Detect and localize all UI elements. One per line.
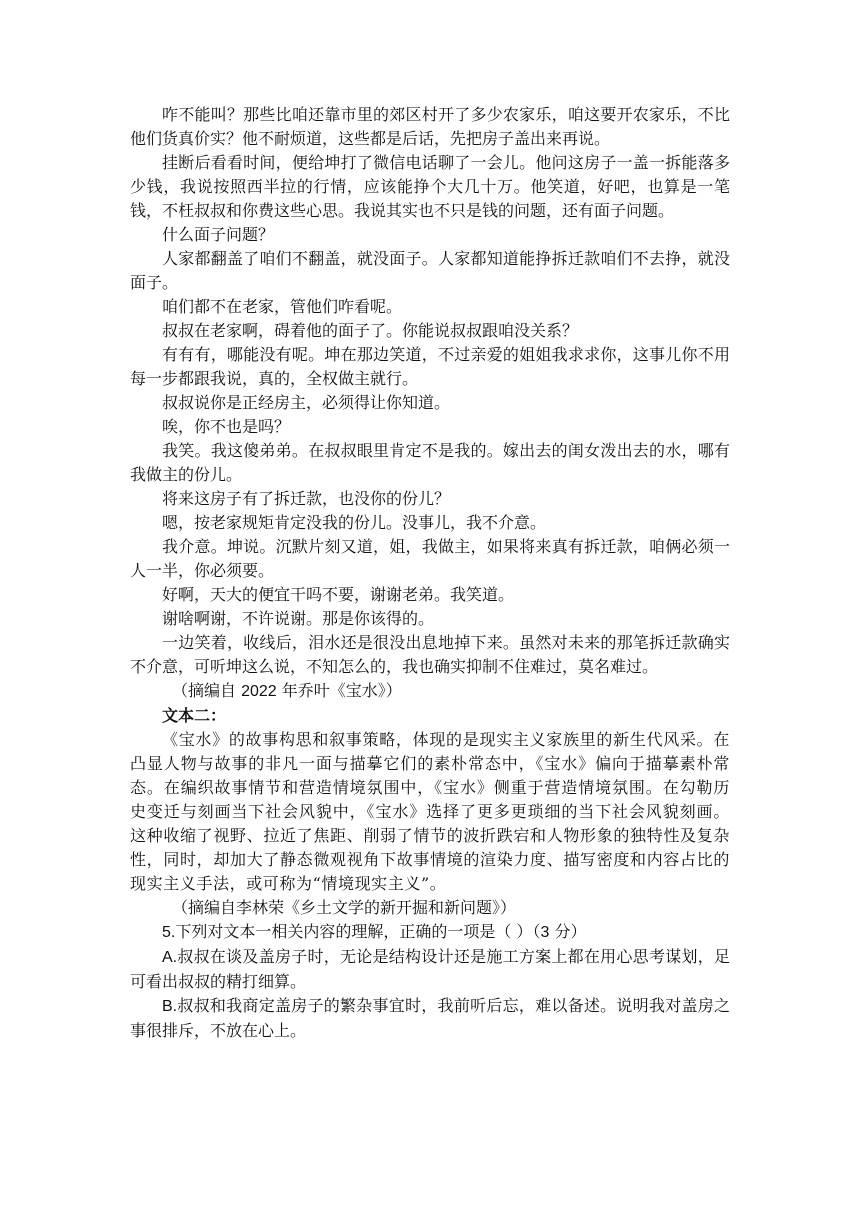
option-letter: A. (162, 949, 178, 966)
source-year: 2022 (241, 683, 277, 700)
option-b[interactable] (130, 994, 730, 1043)
question-text: 下列对文本一相关内容的理解，正确的一项是（ ） (175, 922, 533, 941)
text2-body: 《宝水》的故事构思和叙事策略，体现的是现实主义家族里的新生代风采。在凸显人物与故事的非凡一面与描摹它们的素朴常态中，《宝水》偏向于描摹素朴常态。在编织故事情节和营造情境氛围中，《宝水》侧重于营造情境氛围。在勾勒历史变迁与刻画当下社会风貌中，《宝水》选择了更多更琐细的当下社会风貌刻画。这种收缩了视野、拉近了焦距、削弱了情节的波折跌宕和人物形象的独特性及复杂性，同时，却加大了静态微观视角下故事情境的渲染力度、描写密度和内容占比的现实主义手法，或可称为“情境现实主义”。 (130, 730, 730, 893)
option-text: 叔叔和我商定盖房子的繁杂事宜时，我前听后忘，难以备述。说明我对盖房之事很排斥，不放在心上。 (130, 996, 730, 1040)
paragraph: 咱们都不在老家，管他们咋看呢。 (162, 297, 403, 316)
paragraph: 将来这房子有了拆迁款，也没你的份儿？ (162, 489, 451, 508)
option-a[interactable] (130, 945, 730, 994)
paragraph: 谢啥啊谢，不许说谢。那是你该得的。 (162, 609, 435, 628)
source-citation-1 (130, 679, 730, 704)
source-prefix: （摘编自 (172, 681, 242, 700)
question-number: 5. (162, 924, 176, 941)
text1-passage (130, 103, 730, 704)
paragraph: 什么面子问题？ (162, 225, 275, 244)
paragraph: 唉，你不也是吗？ (162, 417, 291, 436)
option-text: 叔叔在谈及盖房子时，无论是结构设计还是施工方案上都在用心思考谋划，足可看出叔叔的精打细算。 (130, 947, 730, 991)
paragraph: 好啊，天大的便宜干吗不要，谢谢老弟。我笑道。 (162, 585, 515, 604)
score-unit: 分） (549, 922, 587, 941)
paragraph: 我介意。坤说。沉默片刻又道，姐，我做主，如果将来真有拆迁款，咱俩必须一人一半，你必须要。 (130, 537, 730, 580)
score-open: （ (532, 922, 541, 941)
paragraph: 挂断后看看时间，便给坤打了微信电话聊了一会儿。他问这房子一盖一拆能落多少钱，我说按照西半拉的行情，应该能挣个大几十万。他笑道，好吧，也算是一笔钱，不枉叔叔和你费这些心思。我说其实也不只是钱的问题，还有面子问题。 (130, 153, 730, 220)
source-citation-2: （摘编自李林荣《乡土文学的新开掘和新问题》） (172, 898, 517, 917)
question-5 (130, 920, 730, 1043)
option-letter: B. (162, 998, 178, 1015)
paragraph: 一边笑着，收线后，泪水还是很没出息地掉下来。虽然对未来的那笔拆迁款确实不介意，可听坤这么说，不知怎么的，我也确实抑制不住难过，莫名难过。 (130, 633, 730, 676)
source-suffix: 年乔叶《宝水》） (276, 681, 402, 700)
text2-heading: 文本二： (162, 706, 227, 725)
paragraph: 嗯，按老家规矩肯定没我的份儿。没事儿，我不介意。 (162, 513, 547, 532)
paragraph: 有有有，哪能没有呢。坤在那边笑道，不过亲爱的姐姐我求求你，这事儿你不用每一步都跟我说，真的，全权做主就行。 (130, 345, 730, 388)
paragraph: 叔叔在老家啊，碍着他的面子了。你能说叔叔跟咱没关系？ (162, 321, 579, 340)
paragraph: 人家都翻盖了咱们不翻盖，就没面子。人家都知道能挣拆迁款咱们不去挣，就没面子。 (130, 249, 730, 292)
paragraph: 我笑。我这傻弟弟。在叔叔眼里肯定不是我的。嫁出去的闺女泼出去的水，哪有我做主的份儿。 (130, 441, 730, 484)
text2-section (130, 704, 730, 920)
paragraph: 咋不能叫？那些比咱还靠市里的郊区村开了多少农家乐，咱这要开农家乐，不比他们货真价实？他不耐烦道，这些都是后话，先把房子盖出来再说。 (130, 105, 730, 148)
score-value: 3 (540, 924, 550, 941)
paragraph: 叔叔说你是正经房主，必须得让你知道。 (162, 393, 451, 412)
question-stem (130, 920, 730, 945)
